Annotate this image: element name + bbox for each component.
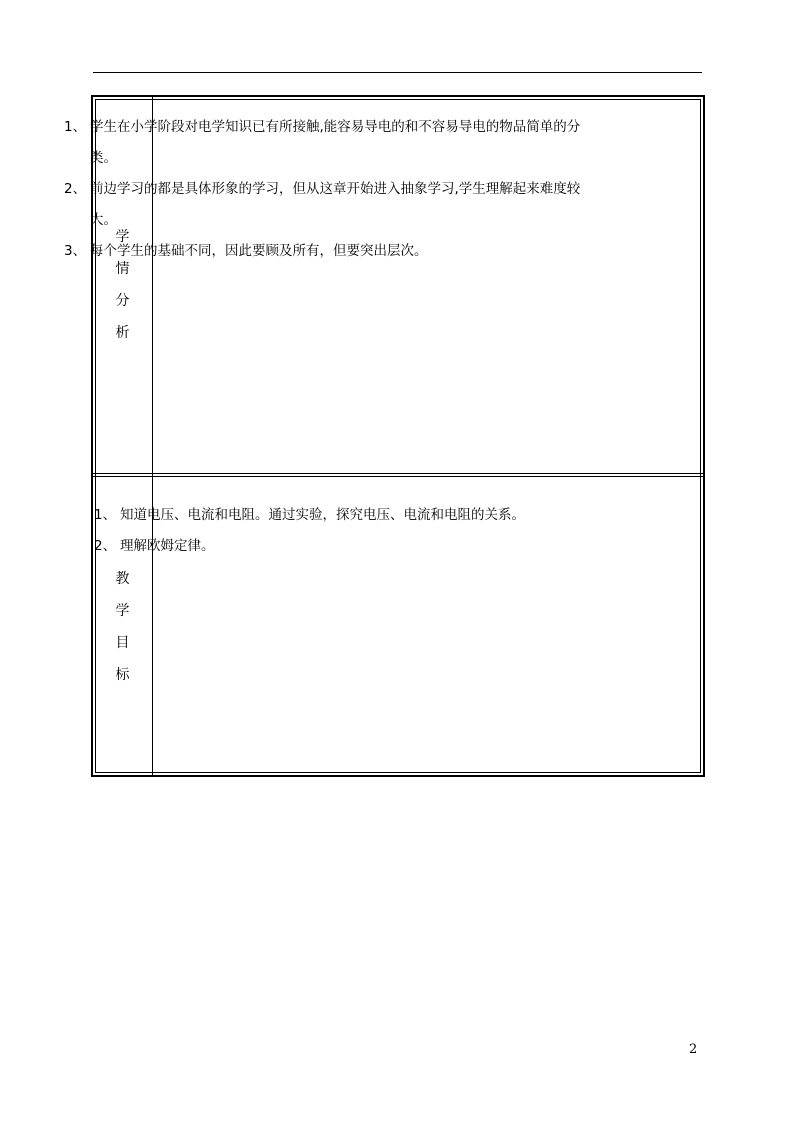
row-divider-double (93, 476, 703, 477)
label-char: 教 (115, 571, 130, 587)
label-char: 析 (115, 325, 130, 341)
item-number: 3、 (64, 243, 87, 259)
item-text-cont: 大。 (90, 212, 117, 228)
item-text: 知道电压、电流和电阻。通过实验，探究电压、电流和电阻的关系。 (120, 507, 525, 523)
header-rule (93, 72, 702, 73)
item-continuation (64, 205, 604, 236)
item-continuation (64, 143, 604, 174)
label-char: 分 (115, 293, 130, 309)
item-number: 2、 (94, 538, 117, 554)
item-number: 2、 (64, 181, 87, 197)
label-char: 学 (115, 229, 130, 245)
list-item (94, 531, 604, 562)
list-item (64, 174, 604, 205)
item-number: 1、 (64, 119, 87, 135)
item-text: 每个学生的基础不同，因此要顾及所有，但要突出层次。 (90, 243, 428, 259)
student-analysis-content (64, 112, 604, 267)
list-item (64, 112, 604, 143)
item-text: 前边学习的都是具体形象的学习，但从这章开始进入抽象学习,学生理解起来难度较 (90, 181, 581, 197)
item-text-cont: 类。 (90, 150, 117, 166)
label-char: 标 (115, 667, 130, 683)
item-text: 理解欧姆定律。 (120, 538, 215, 554)
page-number: 2 (689, 1042, 698, 1057)
list-item (64, 236, 604, 267)
teaching-goals-content (94, 500, 604, 562)
label-char: 情 (115, 261, 130, 277)
row-divider (93, 473, 703, 474)
list-item (94, 500, 604, 531)
label-char: 学 (115, 603, 130, 619)
label-char: 目 (115, 635, 130, 651)
item-text: 学生在小学阶段对电学知识已有所接触,能容易导电的和不容易导电的物品简单的分 (90, 119, 581, 135)
item-number: 1、 (94, 507, 117, 523)
